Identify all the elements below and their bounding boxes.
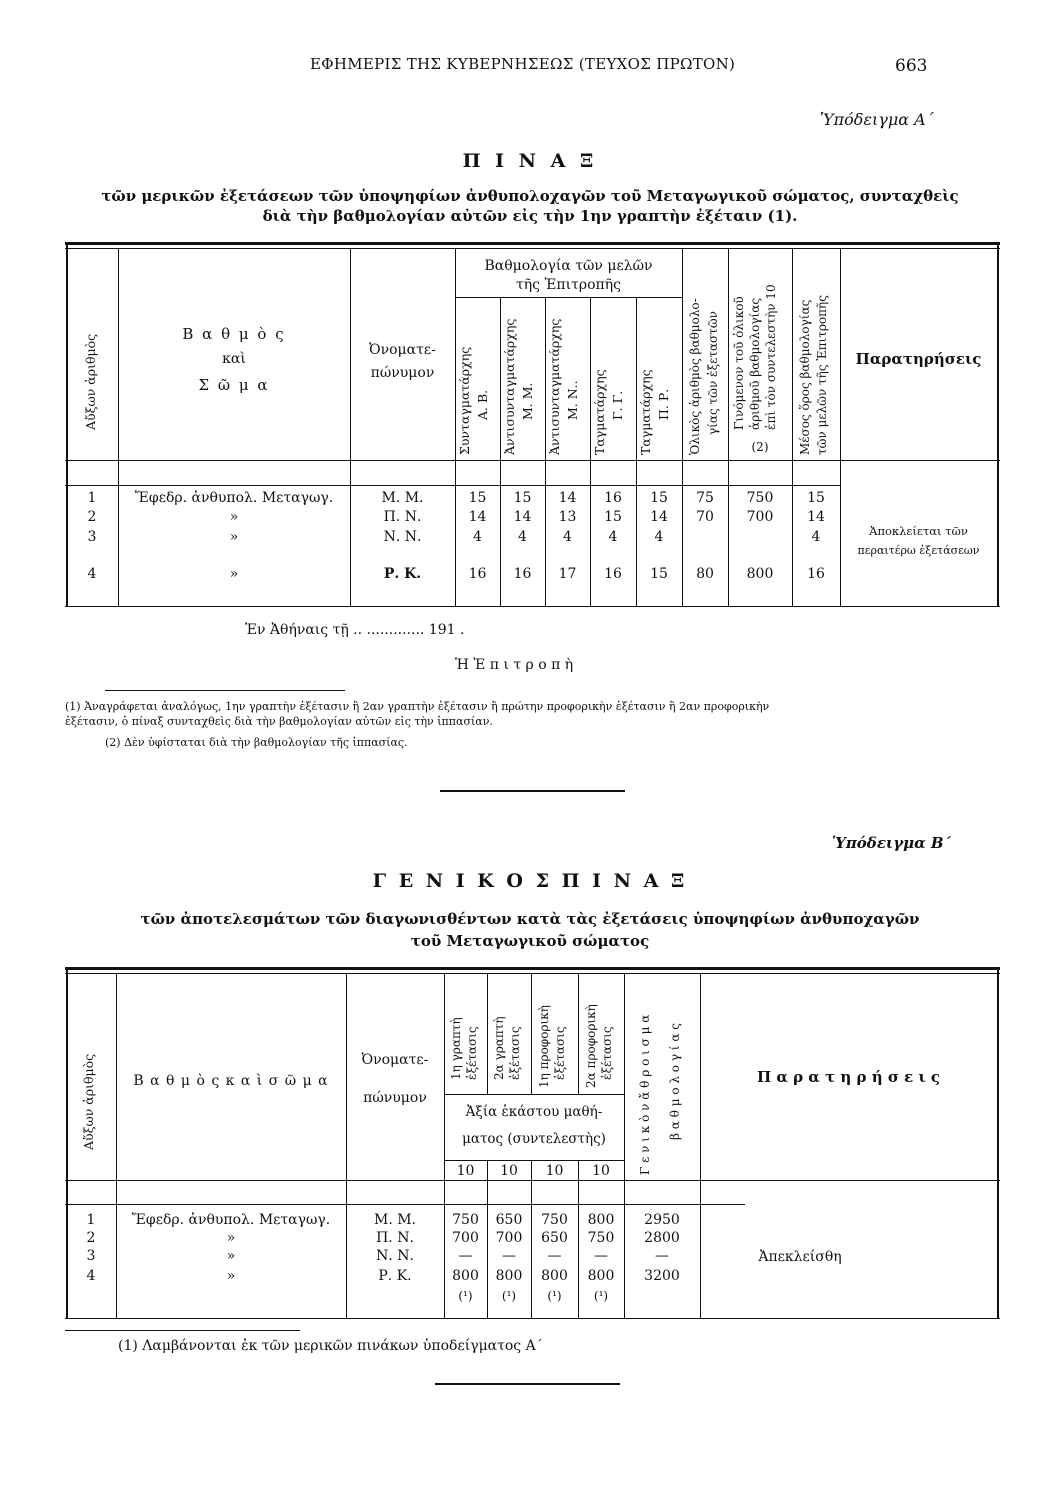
row-footnote-mark: (¹) <box>458 1289 473 1303</box>
row-total: 3200 <box>644 1268 680 1284</box>
table-a-col-mean-2: τῶν μελῶν τῆς Ἐπιτροπῆς <box>815 295 829 455</box>
row-value: 750 <box>541 1212 568 1228</box>
coefficient: 10 <box>592 1163 610 1179</box>
place-date: Ἐν Ἀθήναις τῇ .. ............. 191 . <box>245 622 465 638</box>
table-a-col-product-note: (2) <box>751 440 769 454</box>
row-value: 700 <box>452 1230 479 1246</box>
table-a-top-rule <box>65 242 1000 245</box>
row-name: Ν. Ν. <box>383 529 422 545</box>
row-serial: 3 <box>86 1248 96 1264</box>
row-value: 650 <box>541 1230 568 1246</box>
footnote-rule-b <box>65 1330 300 1331</box>
worth-line-2: ματος (συντελεστὴς) <box>462 1131 606 1147</box>
table-a-remark-1: Ἀποκλείεται τῶν <box>869 524 968 538</box>
footnote-1-line-1: (1) Ἀναγράφεται ἀναλόγως, 1ην γραπτὴν ἐξέτασιν ἢ 2αν γραπτὴν ἐξέτασιν ἢ πρώτην προφορικὴν ἐξέτασιν ἢ 2αν προφορικὴν <box>65 700 770 713</box>
end-divider <box>435 1383 620 1385</box>
row-value: — <box>458 1248 473 1264</box>
row-rank: » <box>226 1230 236 1246</box>
row-rank: » <box>226 1268 236 1284</box>
exam-1-line-2: ἐξέτασις <box>465 1026 479 1080</box>
exam-1-line-1: 1η γραπτὴ <box>449 1017 463 1080</box>
row-value: — <box>547 1248 562 1264</box>
row-grade: 15 <box>513 490 532 506</box>
row-grade: 14 <box>558 490 577 506</box>
table-b-header-rule <box>65 1180 1000 1181</box>
row-grade: 14 <box>650 509 668 525</box>
table-b-exam-rule <box>444 1094 624 1095</box>
table-a-col-mean-1: Μέσος ὅρος βαθμολογίας <box>798 299 812 455</box>
row-mean: 14 <box>807 509 825 525</box>
row-footnote-mark: (¹) <box>593 1289 609 1303</box>
table-b-col-rank: Β α θ μ ὸ ς κ α ὶ σ ῶ μ α <box>133 1073 329 1089</box>
row-value: 700 <box>495 1230 523 1246</box>
exam-3-line-1: 1η προφορικὴ <box>537 1005 551 1088</box>
exam-4-line-1: 2α προφορικὴ <box>584 1004 598 1088</box>
row-value: 750 <box>587 1230 615 1246</box>
sample-a-title: Π Ι Ν Α Ξ <box>462 150 598 172</box>
row-serial: 3 <box>87 529 97 545</box>
row-grade: 13 <box>558 509 577 525</box>
table-b-footnote: (1) Λαμβάνονται ἐκ τῶν μερικῶν πινάκων ὑποδείγματος Α΄ <box>118 1338 543 1354</box>
row-grade: 14 <box>468 509 487 525</box>
member-title-5: Ταγματάρχης <box>638 369 653 455</box>
row-name: Π. Ν. <box>383 509 422 525</box>
table-b-col-name-2: πώνυμον <box>363 1090 427 1106</box>
sample-b-label: Ὑπόδειγμα Β΄ <box>832 834 952 852</box>
table-a-col-product-2: ἀριθμοῦ βαθμολογίας <box>748 297 762 430</box>
table-a-col-total-1: Ὁλικὸς ἀριθμὸς βαθμολο- <box>688 298 702 455</box>
page-number: 663 <box>895 56 928 76</box>
row-grade: 16 <box>604 490 622 506</box>
row-grade: 15 <box>650 566 668 582</box>
footnote-2: (2) Δὲν ὑφίσταται διὰ τὴν βαθμολογίαν τῆς ἱππασίας. <box>105 736 408 749</box>
row-serial: 4 <box>86 1268 96 1284</box>
row-total: 2950 <box>644 1212 680 1228</box>
member-initials-3: Μ. Ν.. <box>565 380 580 420</box>
row-serial: 1 <box>86 1212 96 1228</box>
table-a-bottom-rule <box>65 606 1000 607</box>
row-name: Ρ. Κ. <box>383 566 422 582</box>
member-initials-1: Α. Β. <box>475 389 490 420</box>
sample-b-subtitle-1: τῶν ἀποτελεσμάτων τῶν διαγωνισθέντων κατὰ τὰς ἐξετάσεις ὑποψηφίων ἀνθυποχαγῶν <box>140 910 920 928</box>
table-b-col-serial: Αὔξων ἀριθμὸς <box>81 1053 96 1150</box>
sample-a-subtitle-1: τῶν μερικῶν ἐξετάσεων τῶν ὑποψηφίων ἀνθυπολοχαγῶν τοῦ Μεταγωγικοῦ σώματος, συνταχθεὶς <box>101 187 959 205</box>
table-a-col-name-1: Ὀνοματε- <box>369 342 436 358</box>
table-b-body-rule <box>65 1204 745 1205</box>
row-rank: » <box>229 509 239 525</box>
table-b-col-name-1: Ὀνοματε- <box>361 1052 429 1068</box>
row-grade: 4 <box>473 529 482 545</box>
table-a-grading-header-2: τῆς Ἐπιτροπῆς <box>516 277 621 293</box>
coefficient: 10 <box>500 1163 518 1179</box>
row-value: 800 <box>452 1268 479 1284</box>
table-b-worth-rule <box>444 1160 624 1161</box>
row-grade: 15 <box>468 490 487 506</box>
row-total: 2800 <box>644 1230 680 1246</box>
row-value: 800 <box>541 1268 568 1284</box>
member-title-3: Ἀντισυνταγματάρχης <box>547 318 562 455</box>
sample-b-title: Γ Ε Ν Ι Κ Ο Σ Π Ι Ν Α Ξ <box>372 870 688 892</box>
row-grade: 16 <box>513 566 532 582</box>
row-rank: » <box>229 529 239 545</box>
row-grade: 4 <box>563 529 572 545</box>
row-name: Π. Ν. <box>376 1230 414 1246</box>
member-initials-4: Γ. Γ. <box>610 390 625 420</box>
table-b-col-total-2: β α θ μ ο λ ο γ ί α ς <box>668 1023 682 1140</box>
row-total: 80 <box>696 566 714 582</box>
row-rank: Ἔφεδρ. ἀνθυπολ. Μεταγωγ. <box>131 1212 331 1228</box>
row-product: 700 <box>746 509 774 525</box>
row-value: 800 <box>495 1268 523 1284</box>
table-b-col-total-1: Γ ε ν ι κ ὸ ν ἄ θ ρ ο ι σ μ α <box>638 1014 652 1175</box>
row-grade: 15 <box>604 509 622 525</box>
table-a-col-remarks: Παρατηρήσεις <box>855 350 982 368</box>
section-divider <box>440 790 625 792</box>
table-a-col-product-3: ἐπὶ τὸν συντελεστὴν 10 <box>764 284 778 430</box>
row-product: 750 <box>746 490 774 506</box>
table-a-col-rank-1: Β α θ μ ὸ ς <box>182 325 286 343</box>
row-product: 800 <box>746 566 774 582</box>
table-a-col-rank-2: καὶ <box>222 351 246 367</box>
row-value: — <box>502 1248 516 1264</box>
table-a-col-name-2: πώνυμον <box>370 365 435 381</box>
table-a-col-product-1: Γινόμενον τοῦ ὁλικοῦ <box>732 296 746 430</box>
row-mean: 4 <box>811 529 821 545</box>
member-initials-2: Μ. Μ. <box>520 382 535 420</box>
row-footnote-mark: (¹) <box>501 1289 517 1303</box>
row-name: Ρ. Κ. <box>378 1268 412 1284</box>
row-serial: 4 <box>87 566 97 582</box>
table-a-body-rule <box>65 485 840 486</box>
row-name: Μ. Μ. <box>381 490 424 506</box>
table-b-top-rule-thin <box>65 973 1000 974</box>
row-value: — <box>594 1248 608 1264</box>
row-total: — <box>655 1248 669 1264</box>
sample-a-subtitle-2: διὰ τὴν βαθμολογίαν αὐτῶν εἰς τὴν 1ην γραπτὴν ἐξέταιν (1). <box>262 207 798 225</box>
committee-signature: Ἡ Ἐ π ι τ ρ ο π ὴ <box>455 657 574 673</box>
coefficient: 10 <box>545 1163 564 1179</box>
row-footnote-mark: (¹) <box>547 1289 562 1303</box>
table-a-col-serial: Αὔξων ἀριθμὸς <box>83 333 98 430</box>
table-a-top-rule-thin <box>65 248 1000 249</box>
row-serial: 1 <box>87 490 97 506</box>
member-initials-5: Π. Ρ. <box>656 388 671 420</box>
row-mean: 15 <box>807 490 825 506</box>
exam-4-line-2: ἐξέτασις <box>600 1026 614 1080</box>
row-total: 70 <box>696 509 714 525</box>
row-grade: 15 <box>650 490 668 506</box>
row-mean: 16 <box>807 566 825 582</box>
table-b-bottom-rule <box>65 1318 1000 1319</box>
row-total: 75 <box>696 490 714 506</box>
table-a-remark-2: περαιτέρω ἐξετάσεων <box>857 544 980 557</box>
coefficient: 10 <box>456 1163 475 1179</box>
row-name: Ν. Ν. <box>376 1248 414 1264</box>
table-a-grading-rule <box>455 297 682 298</box>
footnote-rule-a <box>105 690 345 691</box>
row-grade: 14 <box>513 509 532 525</box>
row-rank: Ἔφεδρ. ἀνθυπολ. Μεταγωγ. <box>134 490 334 506</box>
row-rank: » <box>229 566 239 582</box>
row-value: 800 <box>587 1268 615 1284</box>
row-name: Μ. Μ. <box>373 1212 417 1228</box>
row-value: 800 <box>587 1212 615 1228</box>
row-value: 750 <box>452 1212 479 1228</box>
table-a-grading-header-1: Βαθμολογία τῶν μελῶν <box>484 258 653 274</box>
row-serial: 2 <box>87 509 97 525</box>
member-title-4: Ταγματάρχης <box>592 369 607 455</box>
row-grade: 16 <box>604 566 622 582</box>
sample-a-label: Ὑπόδειγμα Α΄ <box>820 110 934 129</box>
row-grade: 4 <box>608 529 618 545</box>
table-b-top-rule <box>65 967 1000 970</box>
table-a-col-rank-3: Σ ῶ μ α <box>198 376 270 394</box>
exam-2-line-1: 2α γραπτὴ <box>492 1016 506 1080</box>
row-grade: 4 <box>654 529 664 545</box>
worth-line-1: Ἀξία ἑκάστου μαθή- <box>465 1104 603 1120</box>
exam-2-line-2: ἐξέτασις <box>508 1026 522 1080</box>
member-title-2: Ἀντισυνταγματάρχης <box>502 318 517 455</box>
footnote-1-line-2: ἐξέτασιν, ὁ πίναξ συνταχθεὶς διὰ τὴν βαθμολογίαν αὐτῶν εἰς τὴν ἱππασίαν. <box>65 715 493 728</box>
row-rank: » <box>226 1248 236 1264</box>
row-grade: 16 <box>468 566 487 582</box>
page-header-title: ΕΦΗΜΕΡΙΣ ΤΗΣ ΚΥΒΕΡΝΗΣΕΩΣ (ΤΕΥΧΟΣ ΠΡΩΤΟΝ) <box>310 55 736 73</box>
exam-3-line-2: ἐξέτασις <box>553 1026 567 1080</box>
table-a-col-total-2: γίας τῶν ἐξεταστῶν <box>706 311 720 435</box>
row-grade: 4 <box>518 529 527 545</box>
table-b-remark: Ἀπεκλείσθη <box>758 1249 842 1265</box>
row-grade: 17 <box>558 566 577 582</box>
table-a-header-rule <box>65 460 1000 461</box>
row-value: 650 <box>495 1212 523 1228</box>
sample-b-subtitle-2: τοῦ Μεταγωγικοῦ σώματος <box>410 932 650 950</box>
table-b-col-remarks: Π α ρ α τ η ρ ή σ ε ι ς <box>756 1068 941 1086</box>
member-title-1: Συνταγματάρχης <box>457 346 472 455</box>
row-serial: 2 <box>86 1230 96 1246</box>
